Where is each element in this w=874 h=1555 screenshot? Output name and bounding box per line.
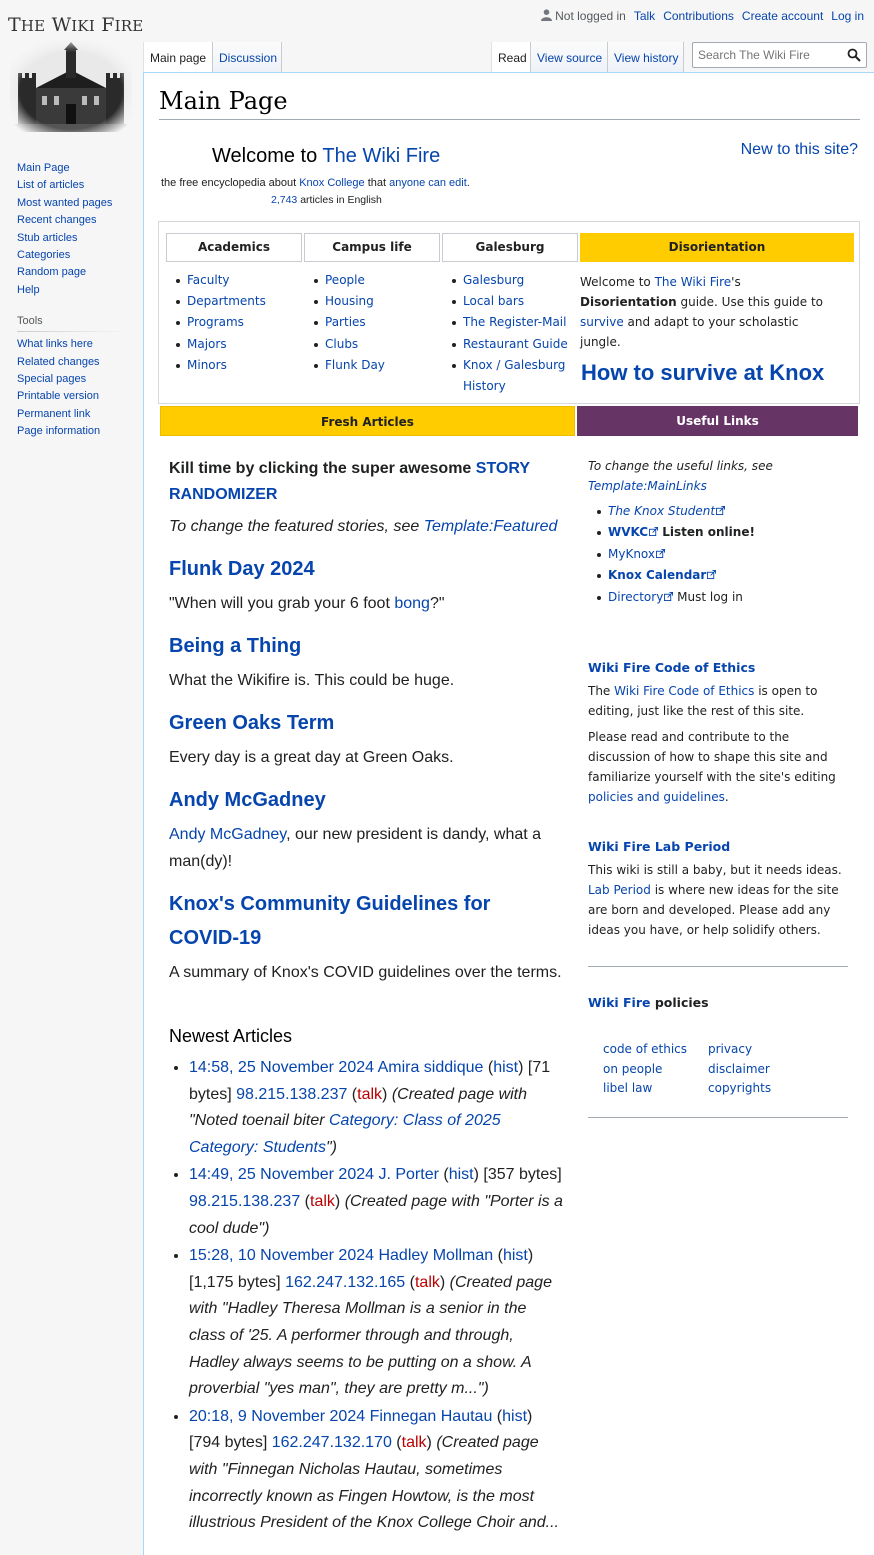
sidebar-item-most-wanted-pages[interactable]: Most wanted pages [17, 196, 113, 209]
tools-divider [17, 331, 127, 332]
template-featured-link[interactable]: Template:Featured [423, 518, 558, 535]
list-item [608, 501, 848, 522]
clubs-link[interactable]: Clubs [325, 336, 359, 351]
contributions-link[interactable]: Contributions [663, 9, 734, 23]
sidebar-item-page-information[interactable]: Page information [17, 425, 101, 438]
create-account-link[interactable]: Create account [741, 9, 824, 23]
list-item: • 15:28, 10 November 2024 Hadley Mollman (hist) [1,175 bytes] 162.247.132.165 (talk) (Created page with "Hadley Theresa Mollman is a senior in the class of '25. A performer through and through, Hadley always seems to be putting on a show. A proverbial "yes man", they are pretty m...") [189, 1243, 564, 1403]
wiki-fire-link[interactable]: The Wiki Fire [654, 275, 732, 289]
useful-links-list [588, 501, 848, 608]
list-item: WVKC Listen online! [608, 522, 848, 543]
sidebar-item-printable-version[interactable]: Printable version [17, 390, 99, 403]
list-item [187, 355, 266, 376]
sidebar-item-permanent-link[interactable]: Permanent link [17, 407, 91, 420]
useful-links-section [588, 456, 848, 1118]
sidebar-item-categories[interactable]: Categories [17, 249, 71, 262]
sidebar-item-stub-articles[interactable]: Stub articles [17, 231, 78, 244]
site-name-link[interactable]: The Wiki Fire [322, 145, 441, 167]
search-input[interactable] [693, 43, 843, 67]
search-icon[interactable] [847, 48, 861, 62]
people-link[interactable]: People [325, 273, 365, 287]
newest-articles-list [169, 1055, 564, 1537]
tab-read[interactable]: Read [491, 42, 531, 72]
policies-heading: Wiki Fire policies [588, 995, 709, 1011]
story-title-covid-guidelines[interactable]: Knox's Community Guidelines for COVID-19 [169, 893, 491, 949]
list-item: • 20:18, 9 November 2024 Finnegan Hautau (hist) [794 bytes] 162.247.132.170 (talk) (Created page with "Finnegan Nicholas Hautau, sometimes incorrectly known as Fingen Howtow, is the most illustrious President of the Knox College Choir and... [189, 1404, 564, 1537]
sidebar-tools [0, 336, 143, 440]
story-summary: What the Wikifire is. This could be huge. [169, 672, 455, 689]
ip-link[interactable]: 98.215.138.237 [189, 1192, 301, 1210]
story-summary: Every day is a great day at Green Oaks. [169, 749, 454, 766]
logo-wordmark: THE WIKI FIRE [8, 14, 144, 36]
featured-note: To change the featured stories, see Template:Featured [169, 518, 558, 535]
entry-page-link[interactable]: J. Porter [378, 1166, 439, 1184]
anyone-can-edit-link[interactable]: anyone can edit [389, 177, 467, 189]
sidebar-item-what-links-here[interactable]: What links here [17, 338, 93, 351]
talk-link[interactable]: talk [310, 1192, 335, 1210]
parties-link[interactable]: Parties [325, 315, 366, 330]
external-link-icon [649, 527, 658, 536]
sidebar-item-list-of-articles[interactable]: List of articles [17, 179, 85, 192]
list-item [325, 312, 385, 333]
majors-link[interactable]: Majors [187, 336, 227, 351]
ip-link[interactable]: 98.215.138.237 [236, 1085, 348, 1103]
story-title-being-a-thing[interactable]: Being a Thing [169, 635, 302, 657]
list-item [463, 270, 573, 291]
entry-page-link[interactable]: Amira siddique [377, 1059, 484, 1076]
main-content [143, 72, 874, 1555]
entry-time-link[interactable]: 14:49, 25 November 2024 [189, 1166, 375, 1184]
talk-link[interactable]: talk [401, 1434, 427, 1452]
ip-link[interactable]: 162.247.132.170 [271, 1434, 392, 1452]
log-in-link[interactable]: Log in [831, 9, 864, 23]
external-link-icon [707, 570, 716, 579]
code-of-ethics-link[interactable]: Wiki Fire Code of Ethics [614, 684, 755, 699]
story-summary: Andy McGadney, our new president is dandy, what a man(dy)! [169, 826, 542, 870]
campus-life-heading: Campus life [304, 233, 440, 262]
sidebar-item-special-pages[interactable]: Special pages [17, 373, 87, 386]
privacy-link[interactable]: privacy [708, 1042, 753, 1057]
list-item [325, 334, 385, 355]
fresh-articles-header: Fresh Articles [160, 406, 575, 436]
story-randomizer-link[interactable]: STORY RANDOMIZER [169, 460, 530, 503]
sidebar-item-recent-changes[interactable]: Recent changes [17, 214, 97, 227]
sidebar-item-main-page[interactable]: Main Page [17, 162, 70, 174]
galesburg-list [443, 270, 573, 397]
new-to-site-link[interactable]: New to this site? [740, 141, 858, 158]
campus-life-list [305, 270, 385, 376]
knox-student-link[interactable]: The Knox Student [608, 504, 725, 518]
personal-tools [541, 9, 864, 23]
user-icon [541, 9, 552, 21]
faculty-link[interactable]: Faculty [187, 273, 230, 287]
knox-college-link[interactable]: Knox College [299, 177, 365, 189]
divider [588, 1117, 848, 1118]
tab-discussion[interactable]: Discussion [213, 42, 282, 72]
external-link-icon [716, 506, 725, 515]
sidebar-item-random-page[interactable]: Random page [17, 266, 87, 279]
list-item [463, 355, 573, 397]
andy-mcgadney-link[interactable]: Andy McGadney [169, 826, 287, 843]
story-summary: A summary of Knox's COVID guidelines over the terms. [169, 964, 562, 981]
lab-period-paragraph: This wiki is still a baby, but it needs ideas. Lab Period is where new ideas for the site are born and developed. Please add any ideas you have, or help solidify others. [588, 863, 842, 938]
story-title-green-oaks[interactable]: Green Oaks Term [169, 712, 335, 734]
survive-link[interactable]: survive [580, 315, 624, 329]
policies-guidelines-link[interactable]: policies and guidelines [588, 790, 725, 805]
ip-link[interactable]: 162.247.132.165 [285, 1273, 406, 1291]
story-summary: "When will you grab your 6 foot bong?" [169, 595, 445, 612]
tools-heading: Tools [17, 315, 43, 328]
wiki-fire-policies-link[interactable]: Wiki Fire [588, 995, 651, 1011]
academics-heading: Academics [166, 233, 302, 262]
wvkc-link[interactable]: WVKC [608, 525, 658, 539]
galesburg-link[interactable]: Galesburg [463, 273, 525, 287]
how-to-survive-link[interactable]: How to survive at Knox [581, 360, 825, 385]
list-item [325, 355, 385, 376]
local-bars-link[interactable]: Local bars [463, 294, 525, 309]
departments-link[interactable]: Departments [187, 294, 266, 309]
ethics-heading: Wiki Fire Code of Ethics [588, 660, 756, 676]
entry-time-link[interactable]: 20:18, 9 November 2024 [189, 1407, 366, 1425]
external-link-icon [664, 592, 673, 601]
flunk-day-link[interactable]: Flunk Day [325, 357, 385, 372]
portal-box [158, 221, 860, 404]
tab-view-source[interactable]: View source [531, 42, 608, 72]
template-mainlinks-link[interactable]: Template:MainLinks [588, 479, 707, 493]
page-title: Main Page [159, 87, 860, 120]
bong-link[interactable]: bong [394, 595, 430, 612]
list-item [463, 312, 573, 333]
list-item [463, 291, 573, 312]
lab-period-link[interactable]: Lab Period [588, 883, 651, 898]
disorientation-text: Welcome to The Wiki Fire's Disorientation guide. Use this guide to survive and adapt to your scholastic jungle. [580, 275, 824, 349]
article-count-link[interactable]: 2,743 [271, 194, 298, 206]
useful-links-note: To change the useful links, see Template:MainLinks [588, 459, 773, 493]
list-item [463, 334, 573, 355]
category-link[interactable]: Category: Class of 2025 Category: Students [189, 1112, 501, 1156]
list-item: • 14:58, 25 November 2024 Amira siddique (hist) [71 bytes] 98.215.138.237 (talk) (Created page with "Noted toenail biter Category: Class of 2025 Category: Students") [189, 1055, 564, 1161]
programs-link[interactable]: Programs [187, 315, 244, 330]
hist-link[interactable]: hist [448, 1166, 474, 1184]
site-logo[interactable] [0, 0, 143, 145]
talk-link[interactable]: talk [357, 1085, 383, 1103]
list-item: • 14:49, 25 November 2024 J. Porter (hist) [357 bytes] 98.215.138.237 (talk) (Created page with "Porter is a cool dude") [189, 1162, 564, 1242]
entry-page-link[interactable]: Hadley Mollman [378, 1247, 494, 1265]
list-item: Directory Must log in [608, 587, 848, 608]
academics-list [167, 270, 266, 376]
tagline: the free encyclopedia about Knox College that anyone can edit. [161, 177, 470, 189]
tab-view-history[interactable]: View history [608, 42, 684, 72]
galesburg-heading: Galesburg [442, 233, 578, 262]
welcome-heading: Welcome to The Wiki Fire [212, 145, 441, 167]
story-title-flunk-day[interactable]: Flunk Day 2024 [169, 558, 315, 580]
knox-galesburg-history-link[interactable]: Knox / Galesburg History [463, 357, 566, 394]
hist-link[interactable]: hist [502, 1247, 528, 1265]
entry-time-link[interactable]: 15:28, 10 November 2024 [189, 1247, 375, 1265]
castle-building-image [10, 40, 132, 132]
tab-main-page[interactable]: Main page [143, 42, 213, 72]
useful-links-header: Useful Links [577, 406, 858, 436]
randomizer-line: Kill time by clicking the super awesome STORY RANDOMIZER [169, 460, 530, 503]
newest-articles-heading: Newest Articles [169, 1026, 293, 1046]
restaurant-guide-link[interactable]: Restaurant Guide [463, 336, 568, 351]
ethics-discussion-paragraph: Please read and contribute to the discussion of how to shape this site and familiarize yourself with the site's editing policies and guidelines. [588, 730, 836, 805]
hist-link[interactable]: hist [502, 1407, 528, 1425]
knox-calendar-link[interactable]: Knox Calendar [608, 568, 716, 582]
entry-page-link[interactable]: Finnegan Hautau [369, 1407, 493, 1425]
list-item [608, 544, 848, 565]
housing-link[interactable]: Housing [325, 294, 374, 309]
list-item [187, 312, 266, 333]
sidebar-navigation [0, 160, 143, 299]
register-mail-link[interactable]: The Register-Mail [463, 315, 567, 330]
talk-link[interactable]: Talk [633, 9, 656, 23]
copyrights-link[interactable]: copyrights [708, 1081, 772, 1096]
sidebar [0, 160, 143, 441]
entry-time-link[interactable]: 14:58, 25 November 2024 [189, 1059, 375, 1076]
fresh-articles-section [169, 456, 564, 1538]
hist-link[interactable]: hist [493, 1059, 519, 1076]
directory-link[interactable]: Directory [608, 590, 673, 604]
policies-grid [603, 1040, 848, 1099]
ethics-paragraph: The Wiki Fire Code of Ethics is open to editing, just like the rest of this site. [588, 684, 818, 719]
lab-period-heading: Wiki Fire Lab Period [588, 839, 731, 855]
disclaimer-link[interactable]: disclaimer [708, 1061, 770, 1076]
minors-link[interactable]: Minors [187, 357, 227, 372]
not-logged-in: Not logged in [541, 9, 626, 23]
article-count: 2,743 articles in English [271, 194, 382, 206]
sidebar-item-help[interactable]: Help [17, 283, 40, 296]
list-item [187, 291, 266, 312]
sidebar-item-related-changes[interactable]: Related changes [17, 355, 100, 368]
list-item [608, 565, 848, 586]
list-item [187, 270, 266, 291]
list-item [187, 334, 266, 355]
code-of-ethics-policy-link[interactable]: code of ethics [603, 1042, 688, 1057]
disorientation-heading: Disorientation [580, 233, 854, 262]
talk-link[interactable]: talk [414, 1273, 440, 1291]
search-box [692, 42, 867, 68]
libel-law-link[interactable]: libel law [603, 1081, 653, 1096]
external-link-icon [656, 549, 665, 558]
list-item [325, 270, 385, 291]
list-item [325, 291, 385, 312]
story-title-andy-mcgadney[interactable]: Andy McGadney [169, 789, 326, 811]
myknox-link[interactable]: MyKnox [608, 547, 665, 561]
on-people-link[interactable]: on people [603, 1061, 663, 1076]
